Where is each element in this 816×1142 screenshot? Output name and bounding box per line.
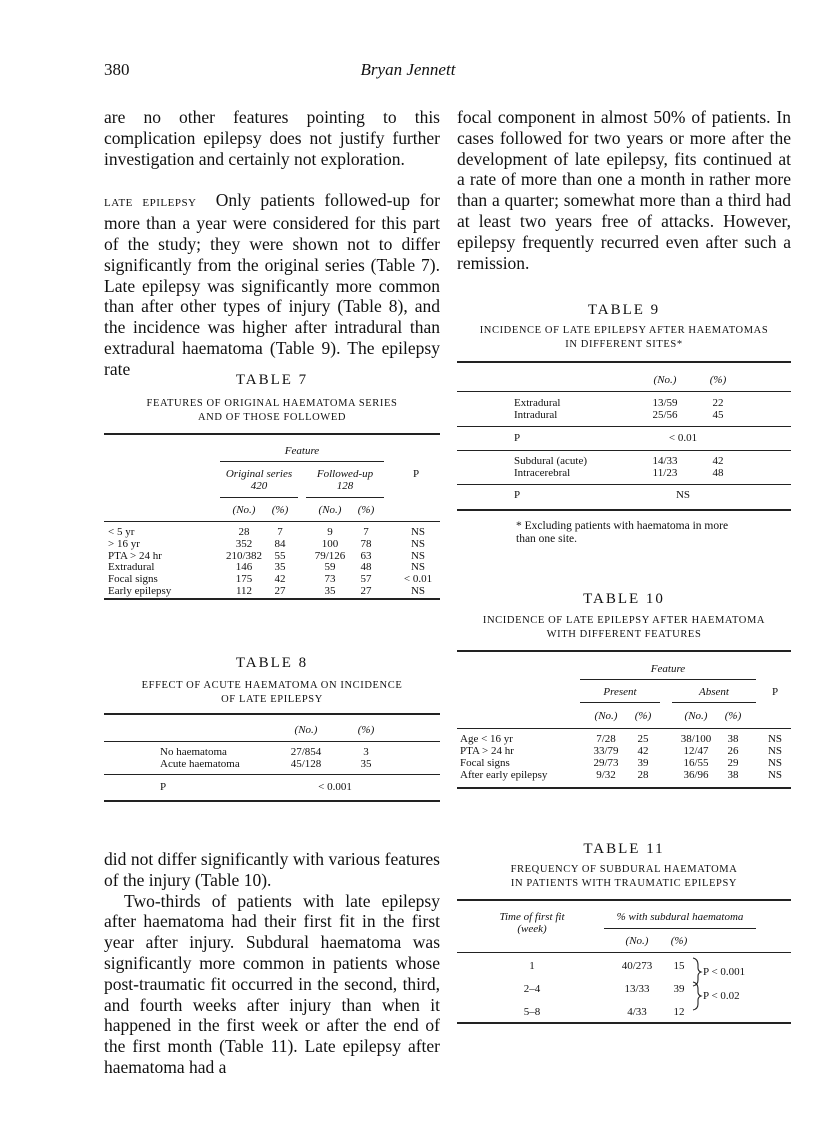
running-head-author: Bryan Jennett [360, 60, 456, 79]
table7-cell-orig-pct: 7 [277, 526, 283, 538]
table7-row-label: < 5 yr [108, 526, 135, 538]
left-column-top [104, 107, 440, 380]
table8-pct-header: (%) [357, 724, 375, 736]
left-para-3: did not differ significantly with various features of the injury (Table 10). [104, 849, 440, 890]
table8-p-label: P [160, 781, 167, 793]
table11-header-rule [457, 952, 791, 953]
table10-cell-present-no: 7/28 [596, 733, 616, 745]
table8-cell-no: 27/854 [290, 746, 322, 758]
table10-header-rule [457, 728, 791, 729]
table11-row-label: 2–4 [523, 983, 541, 995]
table10-absent-header: Absent [699, 686, 729, 698]
table7-cell-orig-no: 28 [238, 526, 250, 538]
table7-cell-p: NS [410, 585, 426, 597]
table11-col1-line2: (week) [517, 923, 547, 935]
table7-cell-p: NS [410, 561, 426, 573]
table11-cell-pct: 39 [673, 983, 685, 995]
table7-cell-p: < 0.01 [403, 573, 433, 585]
table10-p-header: P [771, 686, 779, 698]
table7-caption [104, 397, 440, 425]
table10-no-header-1: (No.) [594, 710, 618, 722]
table10-caption-line2: WITH DIFFERENT FEATURES [546, 629, 702, 640]
table10-cell-absent-no: 16/55 [683, 757, 709, 769]
table9-p1-value: < 0.01 [668, 432, 698, 444]
table8-title: TABLE 8 [235, 655, 309, 671]
table8-p-value: < 0.001 [318, 781, 352, 793]
table7-no-header-1: (No.) [232, 504, 256, 516]
left-para-2-text: Only patients followed-up for more than a year were considered for this part of the study; they were shown not to differ significantly from the original series (Table 7). Late epilepsy was significantly more common than after other types of injury (Table 8), and the incidence was higher after intradural than extradural haematoma (Table 9). The epilepsy rate [104, 190, 440, 379]
table7-cell-fu-no: 73 [324, 573, 336, 585]
table11-p-upper: P < 0.001 [703, 966, 746, 978]
table7-row-label: Extradural [108, 561, 155, 573]
table7-p-header: P [412, 468, 420, 480]
table7-group2-rule [306, 497, 384, 498]
table10-cell-present-pct: 28 [637, 769, 649, 781]
table10-pct-header-1: (%) [634, 710, 652, 722]
table11-caption-line2: IN PATIENTS WITH TRAUMATIC EPILEPSY [510, 878, 738, 889]
table11-caption [457, 863, 791, 891]
table9-no-header: (No.) [653, 374, 677, 386]
table8-p-rule [104, 774, 440, 775]
table7-row-label: Early epilepsy [108, 585, 172, 597]
table7-cell-orig-pct: 55 [274, 550, 286, 562]
table7-cell-fu-no: 9 [327, 526, 333, 538]
right-column-top [457, 107, 791, 273]
table11-cell-no: 13/33 [624, 983, 650, 995]
table7-cell-fu-no: 100 [321, 538, 339, 550]
table10-cell-present-pct: 39 [637, 757, 649, 769]
table9-p1-rule [457, 426, 791, 427]
table10-cell-present-no: 33/79 [593, 745, 619, 757]
table7-cell-p: NS [410, 550, 426, 562]
table9-header-rule [457, 391, 791, 392]
table11-bottom-rule [457, 1022, 791, 1024]
table9-cell-pct: 42 [712, 455, 724, 467]
table10-absent-rule [672, 702, 756, 703]
table7-cell-p: NS [410, 538, 426, 550]
table8-no-header: (No.) [294, 724, 318, 736]
table7-cell-fu-no: 79/126 [314, 550, 346, 562]
table9-bottom-rule [457, 509, 791, 511]
table10-cell-p: NS [767, 769, 783, 781]
table10-cell-absent-pct: 38 [727, 733, 739, 745]
left-para-late-epilepsy [104, 190, 440, 379]
table8-cell-pct: 3 [363, 746, 369, 758]
table7-no-header-2: (No.) [318, 504, 342, 516]
table7-cell-orig-no: 352 [235, 538, 253, 550]
table9-row-label: Intracerebral [514, 467, 571, 479]
table7-group2-n: 128 [336, 480, 354, 492]
table11-col2-header: % with subdural haematoma [616, 911, 744, 923]
right-para-1: focal component in almost 50% of patients. In cases followed for two years or more after the development of late epilepsy, fits continued at a rate of more than one a month in rather more than a quarter; somewhat more than a third had at least two years free of attacks. However, epilepsy frequently recurred even after such a remission. [457, 107, 791, 273]
table8-row-label: No haematoma [160, 746, 227, 758]
table7-feature-rule [220, 461, 384, 462]
table10-caption [457, 614, 791, 642]
table9-caption-line2: IN DIFFERENT SITES* [565, 339, 683, 350]
table11-title: TABLE 11 [583, 841, 665, 857]
section-heading-late-epilepsy: late epilepsy [104, 194, 197, 211]
table10-feature-header: Feature [650, 663, 686, 675]
table10-cell-p: NS [767, 745, 783, 757]
table8-row-label: Acute haematoma [160, 758, 240, 770]
table11-row-label: 5–8 [523, 1006, 541, 1018]
table11-pct-header: (%) [670, 935, 688, 947]
table7-cell-fu-pct: 27 [360, 585, 372, 597]
table8-cell-pct: 35 [360, 758, 372, 770]
table10-present-header: Present [603, 686, 637, 698]
table7-title: TABLE 7 [235, 372, 309, 388]
table10-cell-present-pct: 25 [637, 733, 649, 745]
table10-feature-rule [580, 679, 756, 680]
table11-brackets [690, 955, 706, 1013]
table7-cell-orig-no: 210/382 [225, 550, 263, 562]
table9-p2-label: P [514, 489, 521, 501]
table7-pct-header-2: (%) [357, 504, 375, 516]
table7-group1-n: 420 [250, 480, 268, 492]
table7-cell-fu-pct: 57 [360, 573, 372, 585]
table10-row-label: Focal signs [460, 757, 510, 769]
table9-row-label: Subdural (acute) [514, 455, 587, 467]
table7-top-rule [104, 433, 440, 435]
table10-cell-present-no: 9/32 [596, 769, 616, 781]
table9-cell-pct: 45 [712, 409, 724, 421]
table9-row-label: Extradural [514, 397, 561, 409]
table11-row-label: 1 [529, 960, 535, 972]
table7-cell-fu-no: 35 [324, 585, 336, 597]
table7-cell-orig-no: 112 [235, 585, 253, 597]
table11-cell-no: 40/273 [621, 960, 653, 972]
table9-p2-value: NS [675, 489, 691, 501]
table7-cell-p: NS [410, 526, 426, 538]
table10-cell-absent-no: 12/47 [683, 745, 709, 757]
table10-caption-line1: INCIDENCE OF LATE EPILEPSY AFTER HAEMATOMA [482, 615, 766, 626]
table9-cell-no: 11/23 [652, 467, 678, 479]
table10-row-label: Age < 16 yr [460, 733, 513, 745]
table8-header-rule [104, 741, 440, 742]
table10-row-label: After early epilepsy [460, 769, 548, 781]
table7-pct-header-1: (%) [271, 504, 289, 516]
table8-bottom-rule [104, 800, 440, 802]
table9-top-rule [457, 361, 791, 363]
table10-cell-p: NS [767, 733, 783, 745]
table7-cell-fu-pct: 48 [360, 561, 372, 573]
table11-cell-pct: 12 [673, 1006, 685, 1018]
table10-top-rule [457, 650, 791, 652]
table10-pct-header-2: (%) [724, 710, 742, 722]
table9-pct-header: (%) [709, 374, 727, 386]
table7-feature-header: Feature [284, 445, 320, 457]
table11-p-lower: P < 0.02 [703, 990, 740, 1002]
left-para-1: are no other features pointing to this complication epilepsy does not justify further investigation and certainly not exploration. [104, 107, 440, 169]
left-column-bottom [104, 849, 440, 1078]
table7-row-label: Focal signs [108, 573, 158, 585]
table11-col1-line1: Time of first fit [499, 911, 565, 923]
table10-cell-absent-pct: 29 [727, 757, 739, 769]
table7-row-label: PTA > 24 hr [108, 550, 162, 562]
table10-cell-absent-no: 36/96 [683, 769, 709, 781]
table9-cell-no: 13/59 [652, 397, 678, 409]
table10-cell-p: NS [767, 757, 783, 769]
table7-cell-orig-pct: 42 [274, 573, 286, 585]
table7-cell-fu-pct: 7 [363, 526, 369, 538]
table10-cell-present-pct: 42 [637, 745, 649, 757]
table9-caption-line1: INCIDENCE OF LATE EPILEPSY AFTER HAEMATOMAS [479, 325, 769, 336]
table9-caption [457, 324, 791, 352]
table7-caption-line1: FEATURES OF ORIGINAL HAEMATOMA SERIES [146, 398, 398, 409]
table9-row-label: Intradural [514, 409, 558, 421]
table9-cell-pct: 22 [712, 397, 724, 409]
table9-p1-label: P [514, 432, 521, 444]
table9-cell-no: 25/56 [652, 409, 678, 421]
table10-cell-absent-no: 38/100 [680, 733, 712, 745]
table7-group1-rule [220, 497, 298, 498]
table8-top-rule [104, 713, 440, 715]
table7-cell-orig-pct: 27 [274, 585, 286, 597]
table9-footnote: * Excluding patients with haematoma in more than one site. [516, 520, 729, 545]
table7-cell-orig-no: 146 [235, 561, 253, 573]
table11-col2-rule [604, 928, 756, 929]
table8-caption-line2: OF LATE EPILEPSY [221, 694, 323, 705]
table7-bottom-rule [104, 598, 440, 600]
table10-present-rule [580, 702, 660, 703]
table10-no-header-2: (No.) [684, 710, 708, 722]
page-number: 380 [104, 60, 130, 79]
table10-bottom-rule [457, 787, 791, 789]
table9-cell-no: 14/33 [652, 455, 678, 467]
table7-group2-label: Followed-up [316, 468, 374, 480]
table11-caption-line1: FREQUENCY OF SUBDURAL HAEMATOMA [510, 864, 738, 875]
table8-cell-no: 45/128 [290, 758, 322, 770]
table9-cell-pct: 48 [712, 467, 724, 479]
table7-cell-fu-no: 59 [324, 561, 336, 573]
table8-caption-line1: EFFECT OF ACUTE HAEMATOMA ON INCIDENCE [141, 680, 403, 691]
table7-cell-orig-pct: 35 [274, 561, 286, 573]
table10-title: TABLE 10 [583, 591, 665, 607]
table10-cell-absent-pct: 38 [727, 769, 739, 781]
table11-no-header: (No.) [625, 935, 649, 947]
table11-cell-pct: 15 [673, 960, 685, 972]
table11-cell-no: 4/33 [627, 1006, 647, 1018]
table10-row-label: PTA > 24 hr [460, 745, 514, 757]
left-para-4: Two-thirds of patients with late epilepsy after haematoma had their first fit in the first year after injury. Subdural haematoma was significantly more common in patients whose post-traumatic fit occurred in the second, third, and fourth weeks after injury than when it happened in the first week or after the end of the first month (Table 11). Late epilepsy after haematoma had a [104, 890, 440, 1077]
table8-caption [104, 679, 440, 707]
table7-cell-fu-pct: 63 [360, 550, 372, 562]
table9-group2-rule [457, 450, 791, 451]
table9-p2-rule [457, 484, 791, 485]
table7-group1-label: Original series [225, 468, 293, 480]
table7-caption-line2: AND OF THOSE FOLLOWED [197, 412, 347, 423]
table7-cell-orig-no: 175 [235, 573, 253, 585]
table7-header-rule [104, 521, 440, 522]
table7-cell-orig-pct: 84 [274, 538, 286, 550]
table11-top-rule [457, 899, 791, 901]
table7-cell-fu-pct: 78 [360, 538, 372, 550]
table7-row-label: > 16 yr [108, 538, 140, 550]
table10-cell-absent-pct: 26 [727, 745, 739, 757]
table9-title: TABLE 9 [587, 302, 661, 318]
table10-cell-present-no: 29/73 [593, 757, 619, 769]
